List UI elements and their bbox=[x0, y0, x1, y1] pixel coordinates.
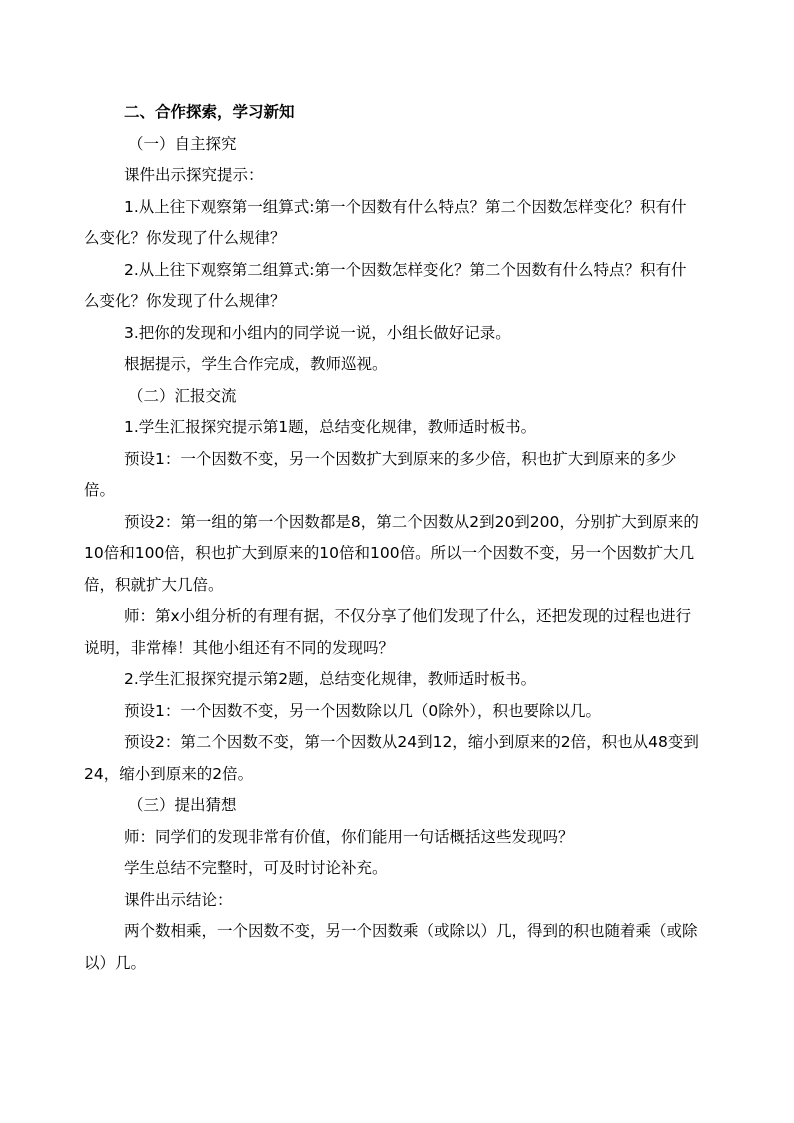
report-item-1: 1.学生汇报探究提示第1题，总结变化规律，教师适时板书。 bbox=[124, 418, 537, 436]
subsection-title-conjecture: （三）提出猜想 bbox=[128, 796, 237, 814]
teacher-comment: 师：第x小组分析的有理有据，不仅分享了他们发现了什么，还把发现的过程也进行说明，非常棒！其他小组还有不同的发现吗？ bbox=[84, 607, 692, 657]
preset-answer-1a: 预设1：一个因数不变，另一个因数扩大到原来的多少倍，积也扩大到原来的多少倍。 bbox=[84, 449, 677, 499]
preset-answer-2b: 预设2：第二个因数不变，第一个因数从24到12，缩小到原来的2倍，积也从48变到24，缩小到原来的2倍。 bbox=[84, 733, 699, 783]
courseware-prompt-label: 课件出示探究提示： bbox=[124, 166, 264, 184]
subsection-title-self-exploration: （一）自主探究 bbox=[128, 134, 237, 153]
report-item-2: 2.学生汇报探究提示第2题，总结变化规律，教师适时板书。 bbox=[124, 670, 537, 688]
exploration-prompt-2: 2.从上往下观察第二组算式:第一个因数怎样变化？第二个因数有什么特点？积有什么变化？你发现了什么规律？ bbox=[84, 260, 687, 310]
exploration-prompt-3: 3.把你的发现和小组内的同学说一说，小组长做好记录。 bbox=[124, 323, 511, 342]
preset-answer-2a: 预设1：一个因数不变，另一个因数除以几（0除外），积也要除以几。 bbox=[124, 701, 601, 720]
conclusion-prompt-label: 课件出示结论： bbox=[124, 890, 233, 909]
section-heading: 二、合作探索，学习新知 bbox=[124, 103, 295, 121]
subsection-title-report: （二）汇报交流 bbox=[128, 386, 237, 405]
prompt-followup: 根据提示，学生合作完成，教师巡视。 bbox=[124, 355, 388, 373]
exploration-prompt-1: 1.从上往下观察第一组算式:第一个因数有什么特点？第二个因数怎样变化？积有什么变化？你发现了什么规律？ bbox=[84, 197, 687, 247]
teacher-question: 师：同学们的发现非常有价值，你们能用一句话概括这些发现吗？ bbox=[124, 827, 574, 846]
preset-answer-1b: 预设2：第一组的第一个因数都是8，第二个因数从2到20到200，分别扩大到原来的10倍和100倍，积也扩大到原来的10倍和100倍。所以一个因数不变，另一个因数扩大几倍，积就扩大几倍。 bbox=[84, 512, 699, 594]
conclusion-text: 两个数相乘，一个因数不变，另一个因数乘（或除以）几，得到的积也随着乘（或除以）几。 bbox=[84, 922, 698, 972]
student-summary-note: 学生总结不完整时，可及时讨论补充。 bbox=[124, 859, 388, 877]
